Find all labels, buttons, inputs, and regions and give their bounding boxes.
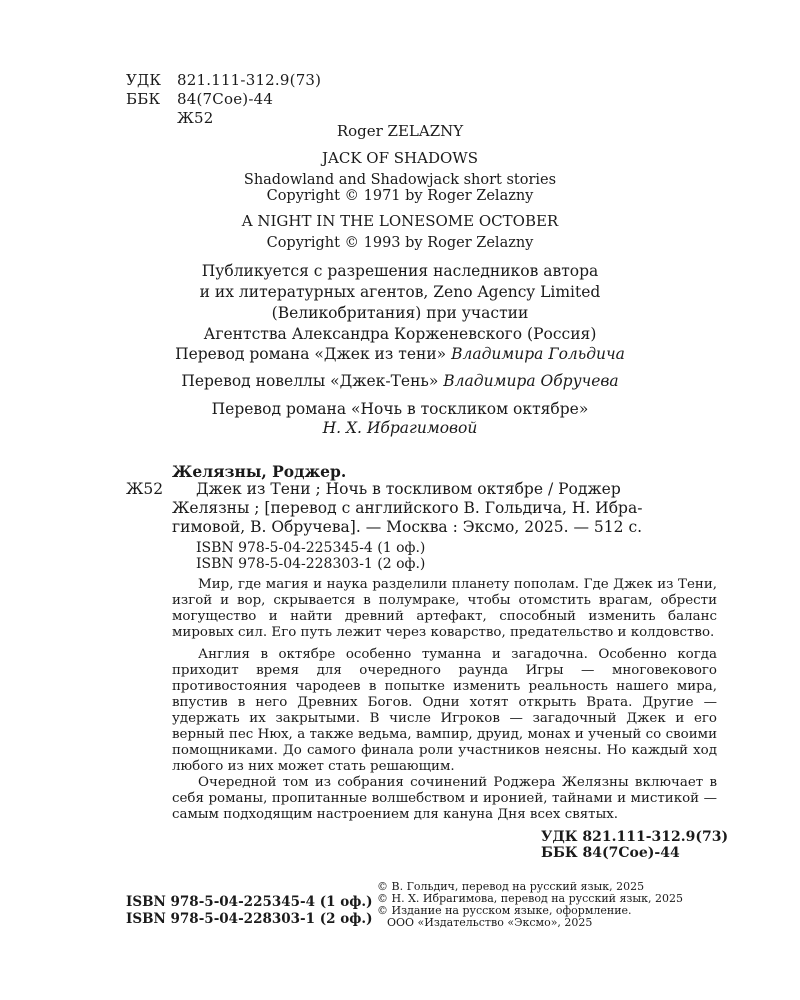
index-udk: УДК 821.111-312.9(73) <box>541 829 729 845</box>
udk-value: 821.111-312.9(73) <box>177 71 322 89</box>
work2-copyright: Copyright © 1993 by Roger Zelazny <box>266 235 534 251</box>
entry-sign: Ж52 <box>126 480 164 498</box>
index-bbk: ББК 84(7Сое)-44 <box>541 845 680 861</box>
translation-credit-3: Перевод романа «Ночь в тоскликом октябре» <box>211 400 589 418</box>
permission-line: Агентства Александра Корженевского (Россия) <box>203 325 597 343</box>
footer-isbn-1: ISBN 978-5-04-225345-4 (1 оф.) <box>126 894 373 910</box>
translation-work: Перевод романа «Джек из тени» <box>175 345 452 363</box>
work1-title: JACK OF SHADOWS <box>322 149 478 167</box>
original-author: Roger ZELAZNY <box>336 122 464 140</box>
author-sign: Ж52 <box>177 109 214 127</box>
entry-line-1: Джек из Тени ; Ночь в тоскливом октябре / Роджер <box>196 480 621 498</box>
entry-line-2: Желязны ; [перевод с английского В. Гольдича, Н. Ибра- <box>172 499 643 517</box>
annotation <box>172 577 717 823</box>
rights-line: © В. Гольдич, перевод на русский язык, 2025 <box>377 880 645 893</box>
entry-heading: Желязны, Роджер. <box>172 462 347 481</box>
permission-line: (Великобритания) при участии <box>271 304 529 322</box>
udk-label: УДК <box>126 71 162 89</box>
rights-line: ООО «Издательство «Эксмо», 2025 <box>387 916 593 929</box>
annotation-paragraph: Мир, где магия и наука разделили планету пополам. Где Джек из Тени, изгой и вор, скрывается в полумраке, чтобы отомстить врагам, обрести могущество и найти древний артефакт, способный изменить баланс мировых сил. Его путь лежит через коварство, предательство и колдовство. <box>172 577 717 640</box>
rights-line: © Издание на русском языке, оформление. <box>377 904 632 917</box>
bbk-label: ББК <box>126 90 161 108</box>
annotation-paragraph: Очередной том из собрания сочинений Роджера Желязны включает в себя романы, пропитанные волшебством и иронией, тайнами и мистикой — самым подходящим настроением для кануна Дня всех святых. <box>172 775 717 822</box>
footer-isbn-2: ISBN 978-5-04-228303-1 (2 оф.) <box>126 911 373 927</box>
annotation-paragraph: Англия в октябре особенно туманна и загадочна. Особенно когда приходит время для очередного раунда Игры — многовекового противостояния чародеев в попытке изменить реальность нашего мира, впустив в него Древних Богов. Одни хотят открыть Врата. Другие — удержать их закрытыми. В числе Игроков — загадочный Джек и его верный пес Нюх, а также ведьма, вампир, друид, монах и ученый со своими помощниками. До самого финала роли участников неясны. Но каждый ход любого из них может стать решающим. <box>172 647 717 774</box>
udk-line <box>126 71 321 90</box>
translator-name: Н. Х. Ибрагимовой <box>322 419 478 437</box>
permission-block <box>0 261 800 345</box>
permission-line: Публикуется с разрешения наследников автора <box>201 262 599 280</box>
rights-line: © Н. Х. Ибрагимова, перевод на русский язык, 2025 <box>377 892 684 905</box>
entry-line-3: гимовой, В. Обручева]. — Москва : Эксмо, 2025. — 512 с. <box>172 518 643 536</box>
work1-copyright: Copyright © 1971 by Roger Zelazny <box>266 188 534 204</box>
translator-name: Владимира Обручева <box>443 372 619 390</box>
bbk-line <box>126 90 273 109</box>
translator-name: Владимира Гольдича <box>451 345 625 363</box>
rights-block <box>377 881 683 929</box>
work2-title: A NIGHT IN THE LONESOME OCTOBER <box>241 212 559 230</box>
entry-isbn-1: ISBN 978-5-04-225345-4 (1 оф.) <box>196 540 426 556</box>
translation-credit-3-translator <box>0 419 800 437</box>
bbk-value: 84(7Сое)-44 <box>177 90 274 108</box>
work1-subtitle: Shadowland and Shadowjack short stories <box>243 172 557 188</box>
permission-line: и их литературных агентов, Zeno Agency Limited <box>199 283 601 301</box>
translation-credit-1 <box>0 345 800 363</box>
translation-work: Перевод новеллы «Джек-Тень» <box>181 372 444 390</box>
entry-isbn-2: ISBN 978-5-04-228303-1 (2 оф.) <box>196 556 426 572</box>
translation-credit-2 <box>0 372 800 390</box>
